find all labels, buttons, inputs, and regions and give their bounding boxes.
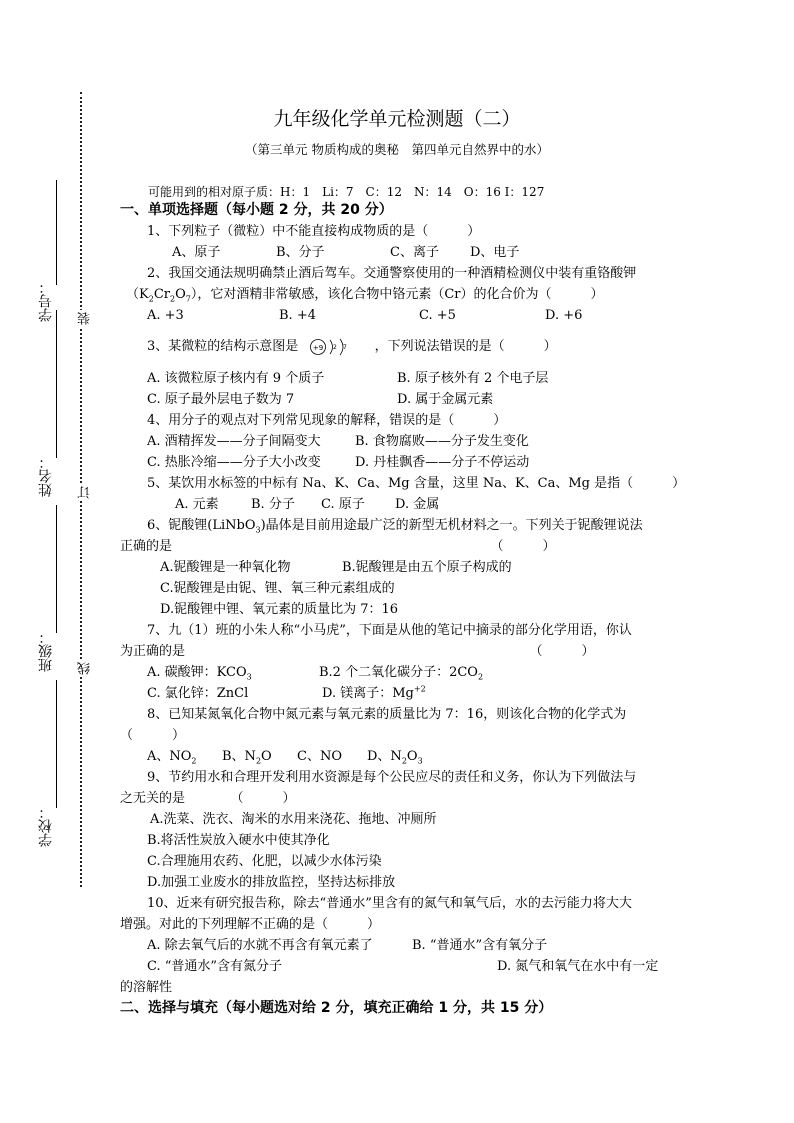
student-id-field bbox=[38, 280, 68, 375]
school-label: 学校： bbox=[38, 805, 54, 847]
class-label: 班级： bbox=[38, 630, 54, 672]
q1-options bbox=[120, 242, 680, 263]
margin-mark-zhuang: 装 bbox=[78, 312, 93, 325]
q2-option-b[interactable]: B. +4 bbox=[279, 308, 316, 323]
q1-option-b[interactable]: B、分子 bbox=[276, 245, 325, 260]
q4-option-b[interactable]: B. 食物腐败——分子发生变化 bbox=[355, 434, 529, 449]
q2-stem: 2、我国交通法规明确禁止酒后驾车。交通警察使用的一种酒精检测仪中装有重铬酸钾 bbox=[147, 266, 637, 281]
q10-stem-cont: 增强。对此的下列理解不正确的是（ ） bbox=[120, 917, 381, 932]
q4-options-row1 bbox=[120, 431, 680, 452]
q9-option-a[interactable]: A.洗菜、洗衣、淘米的水用来浇花、拖地、冲厕所 bbox=[150, 812, 437, 827]
q8-option-c[interactable]: C、NO bbox=[297, 749, 342, 764]
q7-option-a[interactable]: A. 碳酸钾：$KCO_3$ bbox=[147, 665, 252, 682]
q2-option-a[interactable]: A. +3 bbox=[147, 308, 184, 323]
section-1-heading: 一、单项选择题（每小题 2 分，共 20 分） bbox=[120, 202, 393, 218]
school-field bbox=[38, 805, 68, 885]
exam-title: 九年级化学单元检测题（二） bbox=[273, 108, 521, 130]
q6-option-d[interactable]: D.铌酸锂中锂、氧元素的质量比为 7：16 bbox=[160, 602, 399, 617]
student-id-blank[interactable] bbox=[56, 180, 57, 285]
q9-option-d[interactable]: D.加强工业废水的排放监控，坚持达标排放 bbox=[147, 875, 396, 890]
q9-option-b[interactable]: B.将活性炭放入硬水中使其净化 bbox=[147, 833, 330, 848]
section-2-heading: 二、选择与填充（每小题选对给 2 分，填充正确给 1 分，共 15 分） bbox=[120, 1000, 553, 1016]
q6-option-b[interactable]: B.铌酸锂是由五个原子构成的 bbox=[342, 560, 512, 575]
q1-stem: 1、下列粒子（微粒）中不能直接构成物质的是（ ） bbox=[147, 224, 481, 239]
q4-options-row2 bbox=[120, 452, 680, 473]
q8-stem: 8、已知某氮氧化合物中氮元素与氧元素的质量比为 7：16，则该化合物的化学式为 bbox=[147, 707, 627, 722]
q6-stem: 6、铌酸锂(LiNbO$_3$)晶体是目前用途最广泛的新型无机材料之一。下列关于铌酸锂说法 bbox=[147, 518, 643, 535]
q10-option-a[interactable]: A. 除去氧气后的水就不再含有氧元素了 bbox=[147, 938, 373, 953]
margin-mark-xian: 线 bbox=[78, 662, 93, 675]
q10-option-b[interactable]: B. “普通水”含有氧分子 bbox=[412, 938, 548, 953]
shell-2-electrons: 7 bbox=[343, 343, 348, 351]
q9-stem-cont: 之无关的是 （ ） bbox=[120, 791, 296, 806]
q3-options-row2 bbox=[120, 389, 680, 410]
q7-stem: 7、九（1）班的小朱人称“小马虎”，下面是从他的笔记中摘录的部分化学用语，你认 bbox=[147, 623, 632, 638]
class-field bbox=[38, 630, 68, 710]
q9-option-c[interactable]: C.合理施用农药、化肥，以减少水体污染 bbox=[147, 854, 382, 869]
q9-stem: 9、节约用水和合理开发利用水资源是每个公民应尽的责任和义务，你认为下列做法与 bbox=[147, 770, 637, 785]
q5-option-d[interactable]: D. 金属 bbox=[395, 497, 440, 512]
q10-options-row2 bbox=[120, 956, 680, 977]
q6-option-a[interactable]: A.铌酸锂是一种氧化物 bbox=[160, 560, 291, 575]
q7-options-row1 bbox=[120, 662, 680, 683]
q2-stem-cont: $(K_2Cr_2O_7)$，它对酒精非常敏感，该化合物中铬元素（Cr）的化合价为（ ） bbox=[126, 287, 604, 304]
question-content bbox=[120, 200, 686, 1019]
q7-option-d[interactable]: D. 镁离子：$Mg^{+2}$ bbox=[322, 684, 426, 701]
q2-options bbox=[120, 305, 680, 326]
q3-options-row1 bbox=[120, 368, 680, 389]
q3-option-a[interactable]: A. 该微粒原子核内有 9 个质子 bbox=[147, 371, 325, 386]
q6-stem-cont: 正确的是 （ ） bbox=[120, 539, 556, 554]
q8-option-a[interactable]: A、$NO_2$ bbox=[147, 749, 197, 766]
student-id-label: 学号： bbox=[38, 280, 54, 322]
shell-1-electrons: 2 bbox=[333, 343, 338, 351]
q8-option-b[interactable]: B、$N_2O$ bbox=[222, 749, 272, 766]
q10-option-c[interactable]: C. “普通水”含有氮分子 bbox=[147, 959, 283, 974]
q3-stem-pre: 3、某微粒的结构示意图是 bbox=[147, 339, 299, 354]
q5-stem: 5、某饮用水标签的中标有 Na、K、Ca、Mg 含量，这里 Na、K、Ca、Mg 是指（ ） bbox=[147, 476, 686, 491]
q6-option-c[interactable]: C.铌酸锂是由铌、锂、氧三种元素组成的 bbox=[160, 581, 395, 596]
nucleus-charge-label: +9 bbox=[313, 343, 324, 352]
q5-option-b[interactable]: B. 分子 bbox=[251, 497, 295, 512]
exam-subtitle: （第三单元 物质构成的奥秘 第四单元自然界中的水） bbox=[245, 142, 549, 157]
q1-option-d[interactable]: D、电子 bbox=[470, 245, 520, 260]
q7-stem-cont: 为正确的是 （ ） bbox=[120, 644, 595, 659]
q10-options-row1 bbox=[120, 935, 680, 956]
q1-option-c[interactable]: C、离子 bbox=[390, 245, 439, 260]
q4-option-a[interactable]: A. 酒精挥发——分子间隔变大 bbox=[147, 434, 321, 449]
q10-stem: 10、近来有研究报告称，除去“普通水”里含有的氮气和氧气后，水的去污能力将大大 bbox=[147, 896, 632, 911]
q3-option-b[interactable]: B. 原子核外有 2 个电子层 bbox=[397, 371, 549, 386]
q3-stem bbox=[120, 326, 680, 368]
atomic-masses: 可能用到的相对原子质：H：1 Li：7 C：12 N：14 O：16 I：127 bbox=[148, 185, 545, 199]
q4-stem: 4、用分子的观点对下列常见现象的解释，错误的是（ ） bbox=[147, 413, 507, 428]
school-blank[interactable] bbox=[56, 680, 57, 808]
class-blank[interactable] bbox=[56, 505, 57, 633]
q4-option-c[interactable]: C. 热胀冷缩——分子大小改变 bbox=[147, 455, 321, 470]
q4-option-d[interactable]: D. 丹桂飘香——分子不停运动 bbox=[355, 455, 530, 470]
name-field bbox=[38, 455, 68, 535]
q3-option-c[interactable]: C. 原子最外层电子数为 7 bbox=[147, 392, 295, 407]
margin-mark-ding: 订 bbox=[78, 486, 93, 499]
q5-option-a[interactable]: A. 元素 bbox=[175, 497, 219, 512]
q3-stem-post: ，下列说法错误的是（ ） bbox=[374, 339, 557, 354]
q7-options-row2 bbox=[120, 683, 680, 704]
q10-option-d[interactable]: D. 氮气和氧气在水中有一定 bbox=[497, 959, 659, 974]
name-blank[interactable] bbox=[56, 310, 57, 458]
q2-option-d[interactable]: D. +6 bbox=[545, 308, 583, 323]
q7-option-b[interactable]: B.2 个二氧化碳分子：$2CO_2$ bbox=[319, 665, 484, 682]
q10-option-cont: 的溶解性 bbox=[120, 980, 173, 995]
q1-option-a[interactable]: A、原子 bbox=[172, 245, 221, 260]
q3-option-d[interactable]: D. 属于金属元素 bbox=[397, 392, 494, 407]
q2-option-c[interactable]: C. +5 bbox=[419, 308, 456, 323]
q5-option-c[interactable]: C. 原子 bbox=[321, 497, 365, 512]
q7-option-c[interactable]: C. 氯化锌：ZnCl bbox=[147, 686, 249, 701]
atom-structure-diagram bbox=[306, 336, 366, 358]
q8-option-d[interactable]: D、$N_2O_3$ bbox=[367, 749, 423, 766]
q5-options bbox=[120, 494, 680, 515]
q8-options bbox=[120, 746, 680, 767]
q6-options-row1 bbox=[120, 557, 680, 578]
q8-stem-cont: （ ） bbox=[120, 728, 186, 743]
name-label: 姓名： bbox=[38, 455, 54, 497]
